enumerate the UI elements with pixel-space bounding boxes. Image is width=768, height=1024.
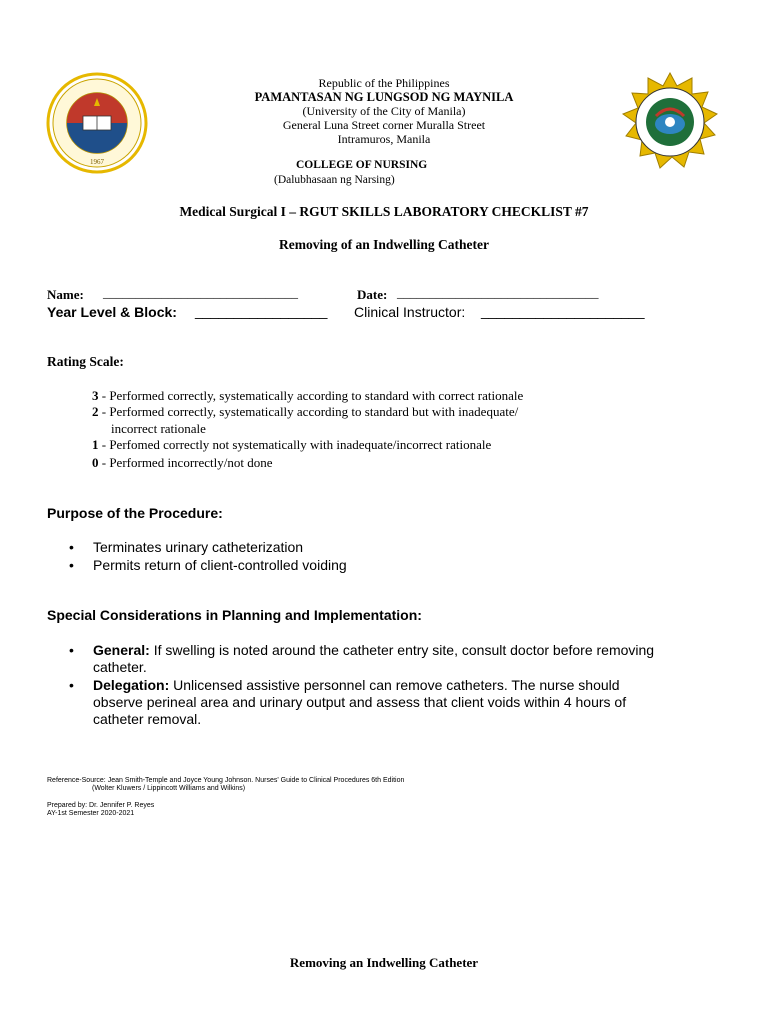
- consideration-label: General:: [93, 642, 150, 658]
- considerations-title: Special Considerations in Planning and Implementation:: [47, 607, 422, 623]
- reference-publisher: (Wolter Kluwers / Lippincott Williams and Wilkins): [92, 785, 246, 792]
- consideration-text: Unlicensed assistive personnel can remove catheters. The nurse should: [169, 677, 620, 693]
- left-logo-year: 1967: [90, 158, 104, 166]
- consideration-delegation: • Delegation: Unlicensed assistive personnel can remove catheters. The nurse should: [69, 677, 620, 693]
- rating-score: 1: [92, 437, 99, 452]
- prepared-by: Prepared by: Dr. Jennifer P. Reyes: [47, 802, 155, 809]
- consideration-delegation-cont: catheter removal.: [93, 711, 202, 727]
- consideration-label: Delegation:: [93, 677, 170, 693]
- rating-score: 2: [92, 404, 99, 419]
- header-college-sub: (Dalubhasaan ng Narsing): [274, 174, 395, 186]
- rating-text: - Performed correctly, systematically according to standard but with inadequate/: [98, 404, 519, 419]
- rating-scale-title: Rating Scale:: [47, 354, 124, 369]
- rating-text: - Performed correctly, systematically according to standard with correct rationale: [98, 388, 524, 403]
- consideration-general: • General: If swelling is noted around the catheter entry site, consult doctor before removing: [69, 642, 655, 658]
- instructor-label: Clinical Instructor:: [354, 304, 466, 320]
- purpose-item: • Terminates urinary catheterization: [69, 539, 304, 555]
- date-label: Date:: [357, 287, 388, 302]
- year-level-label: Year Level & Block:: [47, 304, 177, 320]
- rating-text: - Performed incorrectly/not done: [98, 455, 273, 470]
- consideration-text: If swelling is noted around the catheter entry site, consult doctor before removing: [149, 642, 655, 658]
- rating-item-2: [92, 404, 518, 420]
- academic-year: AY-1st Semester 2020-2021: [47, 810, 135, 817]
- rating-item-0: [92, 455, 273, 471]
- instructor-line: _____________________: [481, 303, 645, 319]
- header-university-english: (University of the City of Manila): [302, 104, 466, 118]
- rating-score: 3: [92, 388, 99, 403]
- year-level-line: _________________: [195, 303, 328, 319]
- rating-item-3: [92, 388, 523, 404]
- consideration-general-cont: catheter.: [93, 659, 147, 675]
- name-line: ______________________________: [103, 285, 298, 300]
- purpose-item-text: Terminates urinary catheterization: [93, 539, 304, 555]
- purpose-item-text: Permits return of client-controlled voiding: [93, 557, 347, 573]
- header-street: General Luna Street corner Muralla Street: [282, 118, 486, 132]
- purpose-item: • Permits return of client-controlled voiding: [69, 557, 347, 573]
- reference-source: Reference-Source: Jean Smith-Temple and Joyce Young Johnson. Nurses' Guide to Clinical Procedures 6th Edition: [47, 777, 405, 784]
- footer-title: Removing an Indwelling Catheter: [289, 955, 479, 970]
- rating-item-2-cont: incorrect rationale: [111, 421, 206, 436]
- purpose-title: Purpose of the Procedure:: [47, 505, 223, 521]
- rating-score: 0: [92, 455, 99, 470]
- document-title: Medical Surgical I – RGUT SKILLS LABORATORY CHECKLIST #7: [179, 204, 589, 219]
- rating-item-1: [92, 437, 491, 453]
- date-line: _______________________________: [397, 285, 599, 300]
- header-university-name: PAMANTASAN NG LUNGSOD NG MAYNILA: [254, 90, 514, 104]
- consideration-delegation-cont: observe perineal area and urinary output and assess that client voids within 4 hours of: [93, 694, 627, 710]
- document-subtitle: Removing of an Indwelling Catheter: [279, 237, 489, 252]
- name-label: Name:: [47, 287, 84, 302]
- header-college: COLLEGE OF NURSING: [296, 159, 428, 171]
- rating-text: - Perfomed correctly not systematically with inadequate/incorrect rationale: [98, 437, 492, 452]
- header-republic: Republic of the Philippines: [318, 76, 450, 90]
- header-city: Intramuros, Manila: [337, 132, 431, 146]
